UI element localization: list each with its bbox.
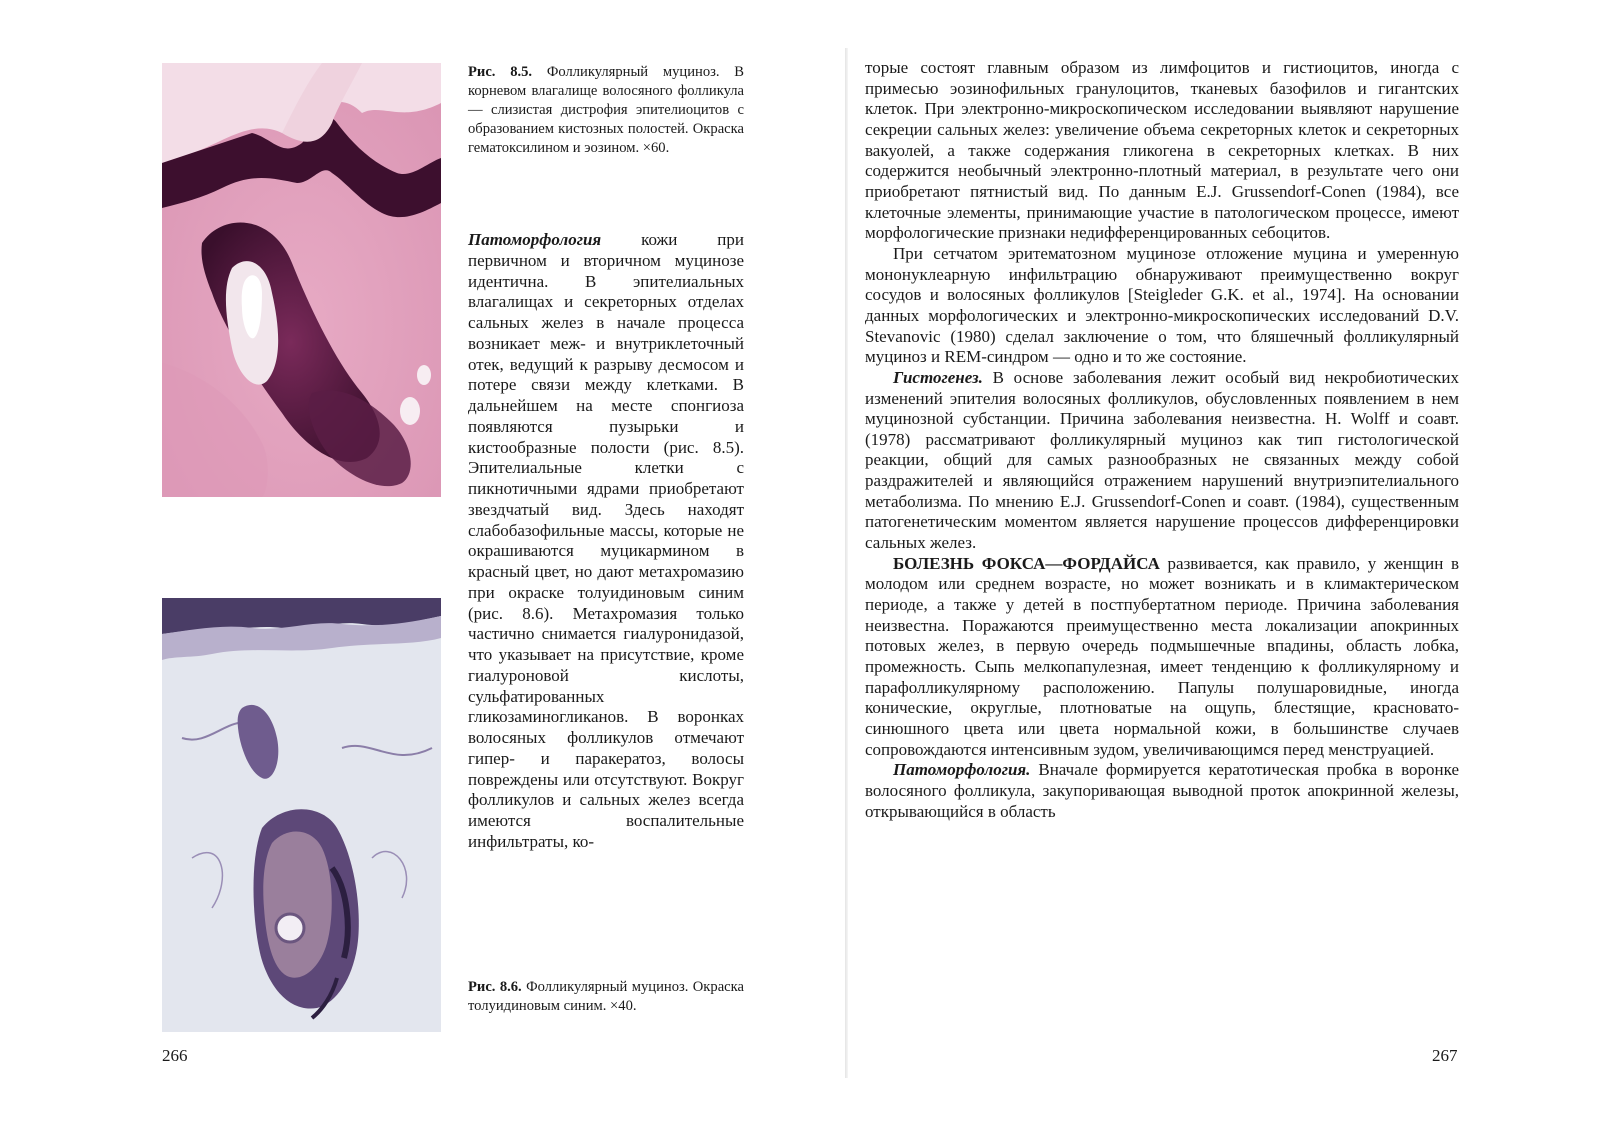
pathomorphology-heading: Патоморфология [468,230,602,249]
page-number-right: 267 [1432,1046,1458,1065]
figure-8-5-label: Рис. 8.5. [468,64,533,80]
figure-8-5-micrograph [162,63,441,497]
left-body-text [468,230,744,853]
paragraph-pathomorphology-2 [865,760,1459,822]
pathomorphology-2-heading: Патоморфология. [893,760,1031,780]
book-spine [845,48,848,1078]
page-number-left: 266 [162,1046,188,1065]
fox-fordyce-text: развивается, как правило, у женщин в молодом или среднем возрасте, но может возникать и в климактерическом периоде, а также у детей в постпубертатном периоде. Причина заболевания неизвестна. Поражаются преимущественно места локализации апокринных потовых желез, в первую очередь подмышечные впадины, область лобка, промежность. Сыпь мелкопапулезная, имеет тенденцию к фолликулярному и парафолликулярному расположению. Папулы полушаровидные, иногда конические, округлые, плотноватые на ощупь, блестящие, красновато-синюшного цвета или цвета нормальной кожи, в большинстве случаев сопровождаются интенсивным зудом, увеличивающимся перед менструацией. [865,553,1459,759]
left-body-paragraph: кожи при первичном и вторичном муцинозе идентична. В эпителиальных влагалищах и секреторных отделах сальных желез в начале процесса возникает меж- и внутриклеточный отек, ведущий к разрыву десмосом и потере связи между клетками. В дальнейшем на месте спонгиоза появляются пузырьки и кистообразные полости (рис. 8.5). Эпителиальные клетки с пикнотичными ядрами приобретают звездчатый вид. Здесь находят слабобазофильные массы, которые не окрашиваются муцикармином в красный цвет, но дают метахромазию при окраске толуидиновым синим (рис. 8.6). Метахромазия только частично снимается гиалуронидазой, что указывает на присутствие, кроме гиалуроновой кислоты, сульфатированных гликозаминогликанов. В воронках волосяных фолликулов отмечают гипер- и паракератоз, волосы повреждены или отсутствуют. Вокруг фолликулов и сальных желез всегда имеются воспалительные инфильтраты, ко- [468,230,744,851]
fox-fordyce-heading: БОЛЕЗНЬ ФОКСА—ФОРДАЙСА [893,553,1160,573]
paragraph-continuation: торые состоят главным образом из лимфоцитов и гистиоцитов, иногда с примесью эозинофильных гранулоцитов, тканевых базофилов и гигантских клеток. При электронно-микроскопическом исследовании выявляют нарушение секреции сальных желез: увеличение объема секреторных клеток и секреторных вакуолей, а также содержания гликогена в секреторных клетках. В них содержится необычный электронно-плотный материал, в результате чего они приобретают пятнистый вид. По данным E.J. Grussendorf-Conen (1984), все клеточные элементы, принимающие участие в патологическом процессе, имеют морфологические признаки недифференцированных себоцитов. [865,58,1459,243]
right-body-text [865,58,1459,822]
histogenesis-text: В основе заболевания лежит особый вид некробиотических изменений эпителия волосяных фолликулов, обусловленных появлением в нем муцинозной субстанции. Причина заболевания неизвестна. H. Wolff и соавт. (1978) рассматривают фолликулярный муциноз как тип гистологической реакции, общий для самых разнообразных не связанных между собой раздражителей и являющийся отражением нарушений внутриэпителиального метаболизма. По мнению E.J. Grussendorf-Conen и соавт. (1984), существенным патогенетическим моментом является нарушение процессов дифференцировки сальных желез. [865,367,1459,553]
figure-8-6-label: Рис. 8.6. [468,979,522,995]
paragraph-fox-fordyce [865,554,1459,761]
pathomorphology-2-text: Вначале формируется кератотическая пробка в воронке волосяного фолликула, закупоривающая выводной проток апокринной железы, открывающийся в область [865,760,1459,821]
figure-8-6-micrograph [162,598,441,1032]
figure-8-6-caption-text: Фолликулярный муциноз. Окраска толуидиновым синим. ×40. [468,979,744,1014]
figure-8-6-caption [468,978,744,1016]
figure-8-5-caption-text: Фолликулярный муциноз. В корневом влагалище волосяного фолликула — слизистая дистрофия эпителиоцитов с образованием кистозных полостей. Окраска гематоксилином и эозином. ×60. [468,64,744,156]
histogenesis-heading: Гистогенез. [893,367,983,387]
paragraph-reticular-mucinosis: При сетчатом эритематозном муцинозе отложение муцина и умеренную мононуклеарную инфильтрацию обнаруживают преимущественно вокруг сосудов и волосяных фолликулов [Steigleder G.K. et al., 1974]. На основании данных морфологических и электронно-микроскопических исследований D.V. Stevanovic (1980) сделал заключение о том, что бляшечный фолликулярный муциноз и REM-синдром — одно и то же состояние. [865,243,1459,367]
paragraph-histogenesis [865,368,1459,554]
figure-8-5-caption [468,63,744,158]
